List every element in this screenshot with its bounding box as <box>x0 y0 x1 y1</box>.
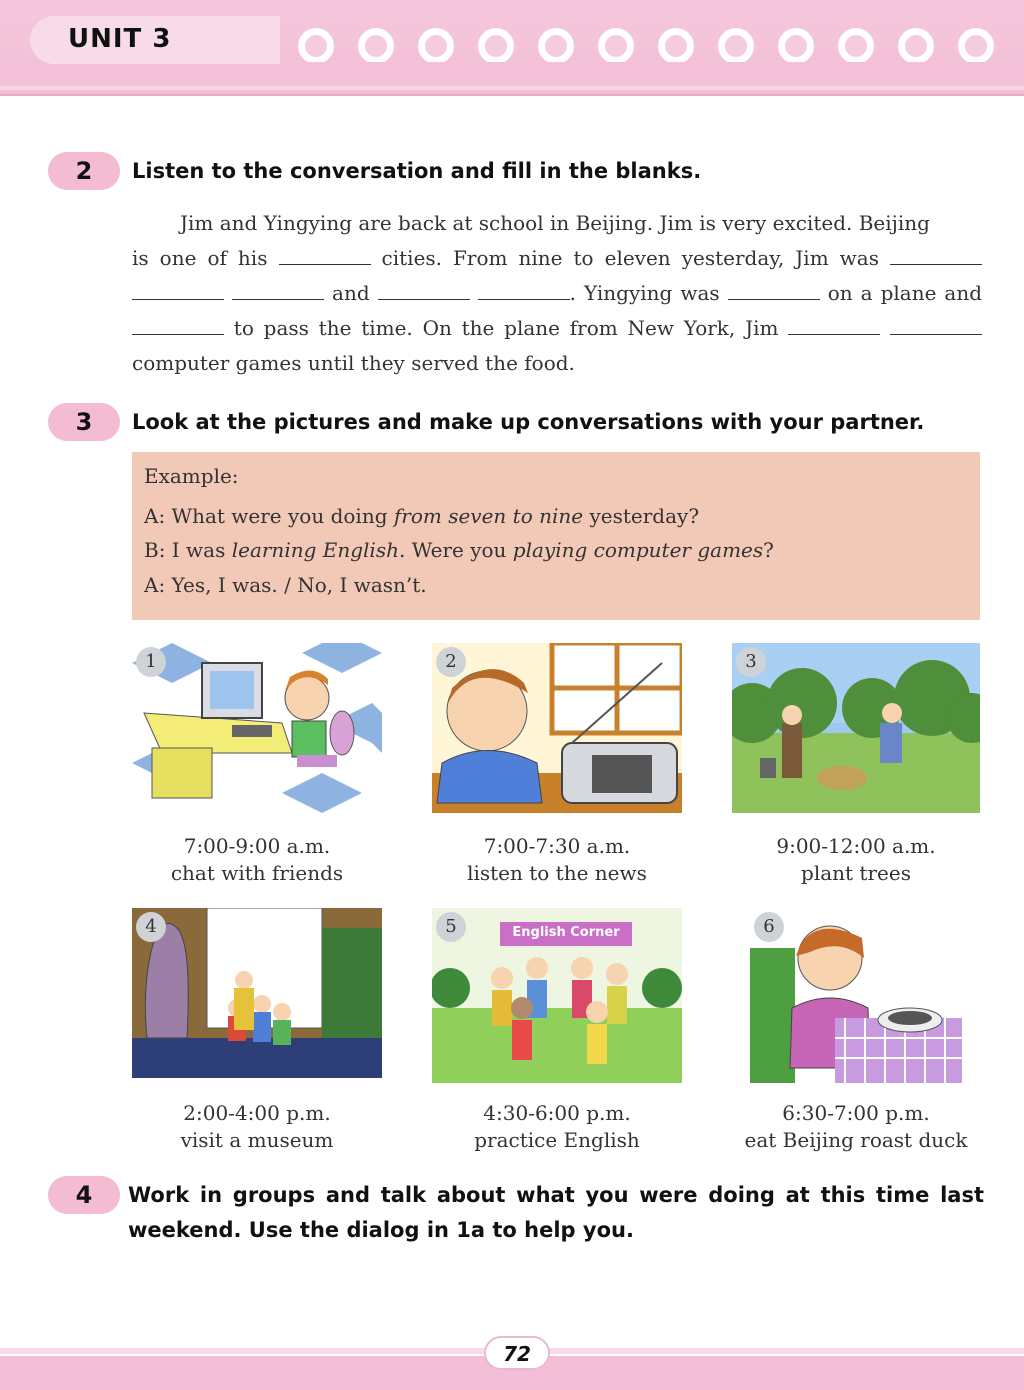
picture-visit-museum <box>132 908 382 1078</box>
blank-field[interactable] <box>788 315 880 335</box>
caption-activity: eat Beijing roast duck <box>744 1128 968 1152</box>
caption-time: 7:00-7:30 a.m. <box>483 834 631 858</box>
picture-number: 5 <box>436 912 466 942</box>
example-line-a1: A: What were you doing from seven to nine yesterday? <box>144 504 700 528</box>
computer-illustration <box>132 643 382 813</box>
blank-field[interactable] <box>890 245 982 265</box>
caption-activity: practice English <box>474 1128 640 1152</box>
section-4-line-1: Work in groups and talk about what you were doing at this time last <box>128 1183 984 1207</box>
picture-number: 4 <box>136 912 166 942</box>
section-4-line-2: weekend. Use the dialog in 1a to help you. <box>128 1218 634 1242</box>
section-3-title: Look at the pictures and make up conversations with your partner. <box>132 410 925 434</box>
caption-time: 2:00-4:00 p.m. <box>183 1101 331 1125</box>
blank-field[interactable] <box>279 245 371 265</box>
caption-2 <box>432 833 682 887</box>
paragraph-line-1: Jim and Yingying are back at school in Beijing. Jim is very excited. Beijing <box>180 211 930 235</box>
caption-time: 9:00-12:00 a.m. <box>776 834 936 858</box>
fill-in-paragraph <box>132 206 982 381</box>
radio-illustration <box>432 643 682 813</box>
caption-activity: chat with friends <box>170 861 344 885</box>
paragraph-line-2: is one of his cities. From nine to eleven yesterday, Jim was <box>132 241 982 276</box>
unit-header <box>0 0 1024 96</box>
section-2-badge: 2 <box>48 152 120 190</box>
picture-number: 1 <box>136 647 166 677</box>
blank-field[interactable] <box>378 280 470 300</box>
paragraph-line-3: and . Yingying was on a plane and <box>132 276 982 311</box>
caption-activity: plant trees <box>801 861 911 885</box>
picture-listen-to-news <box>432 643 682 813</box>
picture-chat-with-friends <box>132 643 382 813</box>
blank-field[interactable] <box>132 280 224 300</box>
picture-practice-english <box>432 908 682 1083</box>
section-3-badge: 3 <box>48 403 120 441</box>
paragraph-line-5: computer games until they served the food. <box>132 351 575 375</box>
paragraph-line-4: to pass the time. On the plane from New York, Jim <box>132 311 982 346</box>
caption-4 <box>132 1100 382 1154</box>
blank-field[interactable] <box>890 315 982 335</box>
unit-label: UNIT 3 <box>68 24 172 54</box>
museum-illustration <box>132 908 382 1078</box>
blank-field[interactable] <box>728 280 820 300</box>
caption-activity: listen to the news <box>467 861 647 885</box>
picture-plant-trees <box>732 643 980 813</box>
example-line-b1: B: I was learning English. Were you playing computer games? <box>144 538 774 562</box>
page-number: 72 <box>503 1342 531 1366</box>
section-2-title: Listen to the conversation and fill in the blanks. <box>132 159 702 183</box>
caption-time: 7:00-9:00 a.m. <box>183 834 331 858</box>
example-box <box>132 452 980 620</box>
picture-number: 3 <box>736 647 766 677</box>
caption-time: 6:30-7:00 p.m. <box>782 1101 930 1125</box>
english-corner-sign: English Corner <box>512 925 620 940</box>
blank-field[interactable] <box>478 280 570 300</box>
caption-1 <box>132 833 382 887</box>
example-line-a2: A: Yes, I was. / No, I wasn’t. <box>144 573 427 597</box>
picture-eat-roast-duck <box>750 908 962 1083</box>
decorative-circles <box>298 18 1024 62</box>
section-4-badge: 4 <box>48 1176 120 1214</box>
example-label: Example: <box>144 464 239 488</box>
caption-6 <box>732 1100 980 1154</box>
picture-number: 2 <box>436 647 466 677</box>
caption-3 <box>732 833 980 887</box>
blank-field[interactable] <box>132 315 224 335</box>
trees-illustration <box>732 643 980 813</box>
header-divider <box>0 86 1024 90</box>
picture-number: 6 <box>754 912 784 942</box>
caption-activity: visit a museum <box>180 1128 334 1152</box>
page-number-pill <box>484 1336 550 1370</box>
caption-time: 4:30-6:00 p.m. <box>483 1101 631 1125</box>
caption-5 <box>432 1100 682 1154</box>
blank-field[interactable] <box>232 280 324 300</box>
